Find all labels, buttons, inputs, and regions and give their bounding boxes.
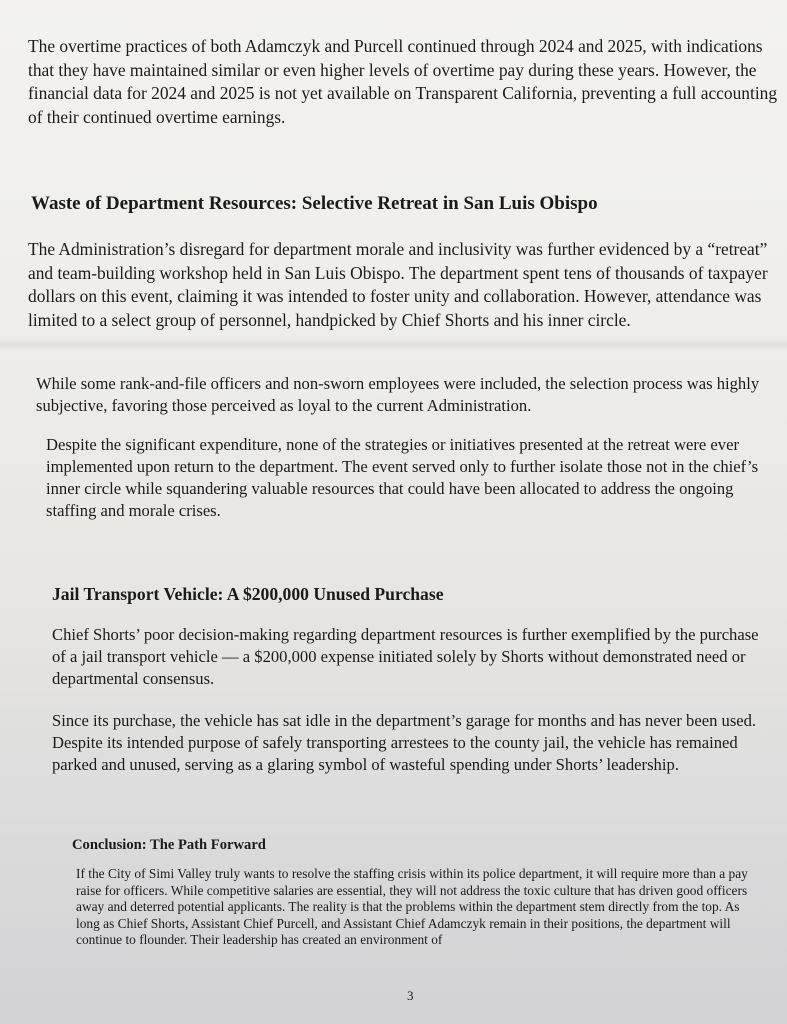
vehicle-purchase-paragraph: Chief Shorts’ poor decision-making regarding department resources is further exemplified by the purchase of a jail transport vehicle — a $200,000 expense initiated solely by Shorts without demonstrated need or departmental consensus.: [52, 625, 759, 688]
waste-heading: Waste of Department Resources: Selective Retreat in San Luis Obispo: [31, 193, 598, 214]
selection-paragraph: While some rank-and-file officers and non-sworn employees were included, the selection process was highly subjective, favoring those perceived as loyal to the current Administration.: [36, 374, 760, 415]
jail-vehicle-heading: Jail Transport Vehicle: A $200,000 Unused Purchase: [52, 584, 444, 604]
expenditure-paragraph: Despite the significant expenditure, none of the strategies or initiatives presented at the retreat were ever implemented upon return to the department. The event served only to further isolate those not in the chief’s inner circle while squandering valuable resources that could have been allocated to address the ongoing staffing and morale crises.: [46, 435, 759, 520]
vehicle-idle-paragraph: Since its purchase, the vehicle has sat idle in the department’s garage for months and has never been used. Despite its intended purpose of safely transporting arrestees to the county jail, the vehicle has remained parked and unused, serving as a glaring symbol of wasteful spending under Shorts’ leadership.: [52, 711, 757, 774]
overtime-paragraph: The overtime practices of both Adamczyk and Purcell continued through 2024 and 2025, with indications that they have maintained similar or even higher levels of overtime pay during these years. However, the financial data for 2024 and 2025 is not yet available on Transparent California, preventing a full accounting of their continued overtime earnings.: [28, 36, 778, 127]
conclusion-heading: Conclusion: The Path Forward: [72, 837, 266, 853]
conclusion-paragraph: If the City of Simi Valley truly wants to resolve the staffing crisis within its police department, it will require more than a pay raise for officers. While competitive salaries are essential, they will not address the toxic culture that has driven good officers away and deterred potential applicants. The reality is that the problems within the department stem directly from the top. As long as Chief Shorts, Assistant Chief Purcell, and Assistant Chief Adamczyk remain in their positions, the department will continue to flounder. Their leadership has created an environment of: [76, 866, 748, 948]
page-number: 3: [407, 988, 414, 1003]
retreat-paragraph: The Administration’s disregard for department morale and inclusivity was further evidenced by a “retreat” and team-building workshop held in San Luis Obispo. The department spent tens of thousands of taxpayer dollars on this event, claiming it was intended to foster unity and collaboration. However, attendance was limited to a select group of personnel, handpicked by Chief Shorts and his inner circle.: [28, 239, 768, 330]
paper-fold: [0, 338, 787, 352]
